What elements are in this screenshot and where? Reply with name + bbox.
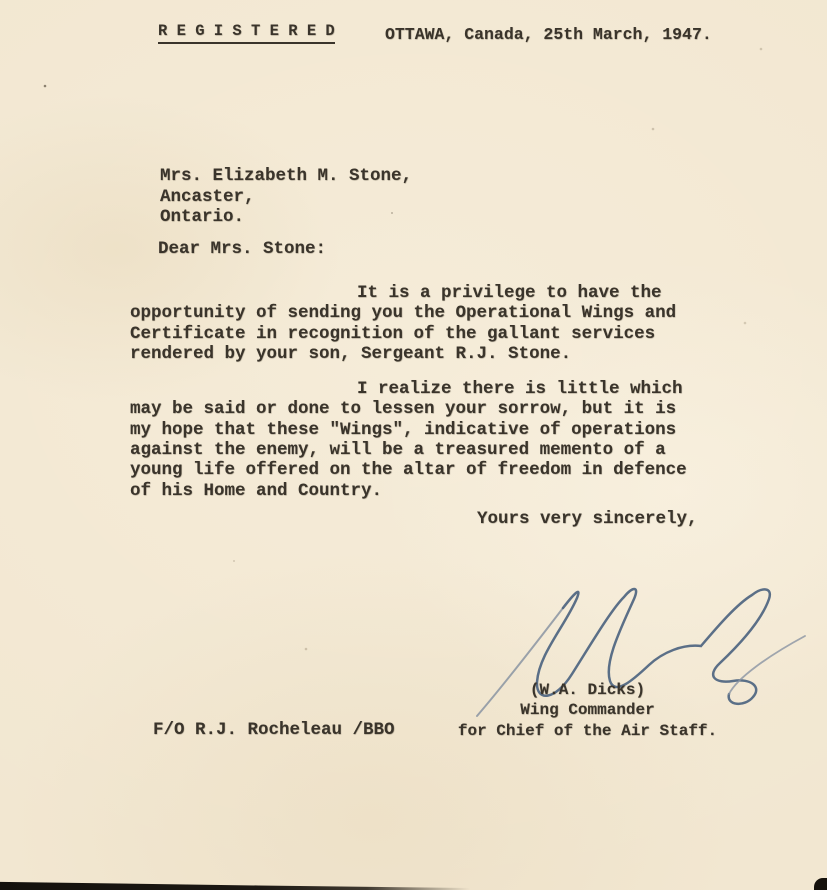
registered-stamp: R E G I S T E R E D bbox=[158, 22, 335, 44]
letter-body bbox=[130, 283, 715, 516]
body-line: Certificate in recognition of the gallant services bbox=[130, 323, 656, 344]
recipient-line-name: Mrs. Elizabeth M. Stone, bbox=[160, 166, 413, 186]
signature-block bbox=[445, 680, 730, 741]
scan-corner-artifact bbox=[814, 878, 827, 890]
signer-name: (W.A. Dicks) bbox=[529, 681, 646, 699]
dateline: OTTAWA, Canada, 25th March, 1947. bbox=[385, 25, 712, 44]
body-line: It is a privilege to have the bbox=[357, 283, 662, 303]
paragraph-1 bbox=[130, 283, 715, 364]
recipient-address bbox=[160, 166, 412, 228]
closing-line: Yours very sincerely, bbox=[477, 509, 698, 529]
signer-for-line: for Chief of the Air Staff. bbox=[457, 721, 718, 740]
body-line: I realize there is little which bbox=[357, 379, 683, 400]
body-line: of his Home and Country. bbox=[130, 480, 383, 501]
body-line: against the enemy, will be a treasured memento of a bbox=[130, 440, 666, 461]
body-line: young life offered on the altar of freedom in defence bbox=[130, 460, 687, 481]
body-line: may be said or done to lessen your sorrow, but it is bbox=[130, 399, 677, 420]
salutation: Dear Mrs. Stone: bbox=[158, 239, 327, 259]
body-line: rendered by your son, Sergeant R.J. Stone. bbox=[130, 343, 572, 364]
recipient-line-province: Ontario. bbox=[160, 207, 245, 228]
recipient-line-town: Ancaster, bbox=[160, 186, 255, 207]
body-line: opportunity of sending you the Operational Wings and bbox=[130, 303, 677, 324]
scan-edge-artifact bbox=[0, 881, 470, 890]
reference-line: F/O R.J. Rocheleau /BBO bbox=[153, 720, 395, 740]
signer-title: Wing Commander bbox=[520, 701, 655, 720]
body-line: my hope that these "Wings", indicative of operations bbox=[130, 419, 677, 440]
paper-speckles bbox=[0, 0, 2, 2]
paragraph-2 bbox=[130, 379, 715, 501]
